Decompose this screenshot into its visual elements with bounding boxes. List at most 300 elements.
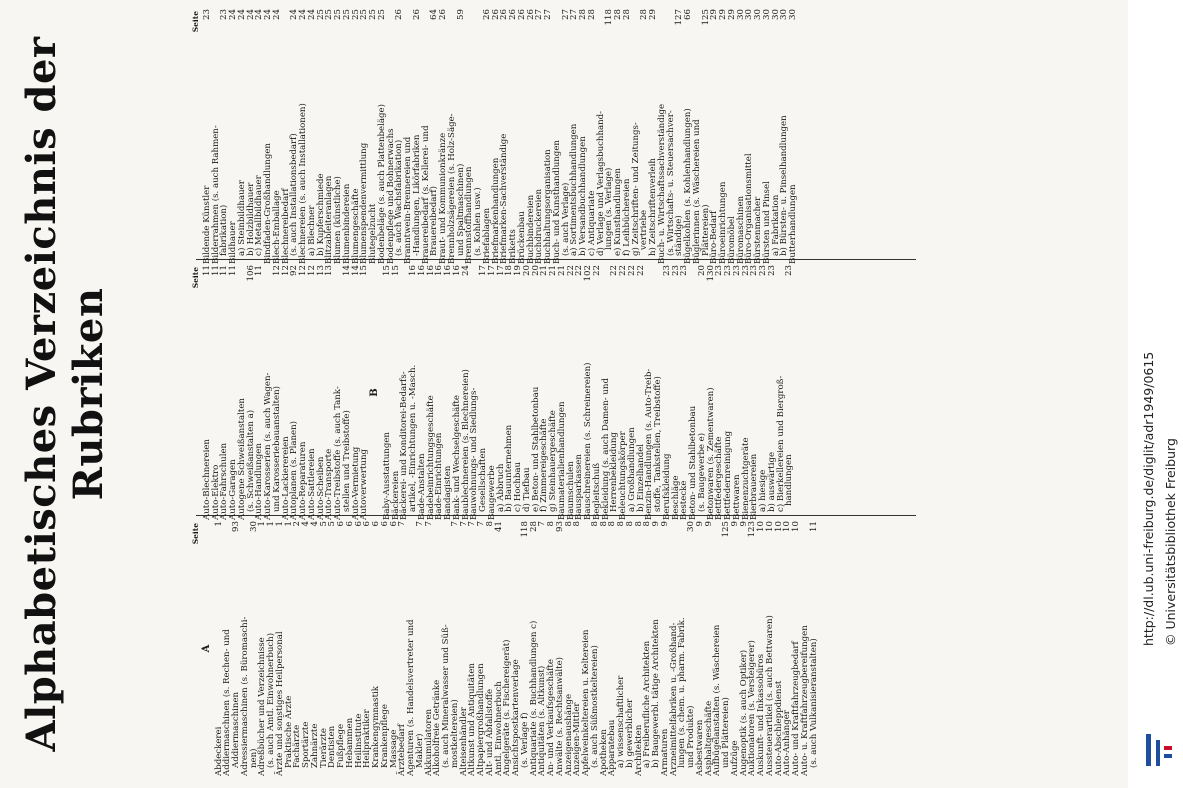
entry-label: artikel, -Einrichtungen u. -Masch. [408,364,418,512]
entry-page-number: 26 [490,9,501,20]
entry-label: An- und Verkaufsgeschäfte [546,659,556,776]
entry-label: Plättereien) [700,204,711,256]
entry-label: lungen (s. Verlage) [604,167,615,250]
entry-label: b) Bürsten- u. Pinselhandlungen [779,115,790,256]
entry-label: Angelgeräte (s. Fischereigerät) [502,639,513,776]
entry-label: Beton- und Stahlbetonbau [688,405,698,520]
entry-label: c) Antiquariate [586,190,597,256]
entry-page-number: 28 [639,9,650,20]
entry-page-number: 23 [740,265,751,276]
entry-page-number: 23 [749,265,760,276]
entry-label: Bäckerei- und Konditorei-Bedarfs- [399,371,410,520]
index-entry [722,521,731,776]
entry-page-number: 28 [528,521,539,532]
entry-label: (s. auch Süßmostkeltereien) [589,645,600,768]
entry-label: b) gewerblicher [624,698,635,768]
entry-page-number: 1 [274,521,285,527]
entry-page-number: 21 [548,265,558,276]
entry-page-number: 23 [201,9,212,20]
entry-page-number: 30 [744,9,755,20]
entry-label: Addiermaschinen (s. Rechen- und [222,629,233,776]
section-letter: B [369,388,380,397]
entry-label: Briefmarkenhandlungen [490,157,501,264]
entry-page-number: 66 [683,9,693,20]
entry-label: b) Baugewerbl. tätige Architekten [651,619,661,768]
entry-page-number: 6 [362,521,373,527]
entry-page-number: 22 [618,265,628,276]
entry-label: Bekleidung (s. auch Damen- und [600,378,611,520]
entry-label: Büro-Bedarf [709,210,720,264]
entry-label: Blumen (künstliche) [333,176,343,264]
entry-page-number: 27 [534,9,545,20]
entry-label: Auto-Abschleppdienst [773,680,784,776]
entry-label: Gesellschaften [478,447,488,512]
entry-label: Anwälte (s. Rechtsanwälte) [554,656,565,776]
entry-page-number: 15 [359,265,370,276]
section-letter: A [200,644,212,653]
entry-page-number: 8 [624,521,635,527]
entry-page-number: 12 [306,265,317,276]
entry-label: b) auswärtige [766,451,777,512]
entry-label: a) hiesige [758,469,768,512]
entry-label: b) Bauunternehmen [504,424,515,512]
entry-page-number: 92 [289,265,300,276]
entry-label: Apfelweinkeltereien u. Keltereien [581,629,591,776]
entry-label: Asbestwaren [694,719,705,776]
entry-page-number: 125 [721,521,731,538]
ub-freiburg-logo-icon [1144,730,1174,770]
entry-page-number: 12 [280,265,291,276]
entry-page-number: 27 [560,9,571,20]
entry-label: (s. Schweißanstalten a) [245,409,256,512]
entry-label: Auto-Handlungen [254,443,265,520]
entry-page-number: 9 [729,521,740,527]
entry-page-number: 2 [292,521,303,527]
seite-header: Seite [191,11,200,33]
entry-page-number: 20 [530,265,541,276]
entry-page-number: 1 [213,521,224,527]
entry-page-number: 22 [626,265,637,276]
entry-page-number: 17 [486,265,497,276]
entry-page-number: 24 [298,9,308,20]
entry-label: Antiquitäten (s. Altkunst) [537,665,548,776]
entry-label: Bestecke [679,480,690,520]
entry-label: (s. Baugewerbe e) [696,432,707,512]
entry-label: stoffe, Tankstellen, Treibstoffe) [653,376,663,512]
index-entry [789,9,798,264]
entry-label: Bettfedernreinigung [723,430,733,520]
entry-page-number: 24 [289,9,300,20]
entry-page-number: 23 [670,265,681,276]
entry-page-number: 118 [604,9,615,26]
entry-label: a) wissenschaftlicher [616,675,626,768]
entry-label: Amtl. Einwohnerbuch [493,681,504,776]
entry-label: Alt- und Abfallstoffe [484,688,495,776]
entry-page-number: 20 [696,265,707,276]
index-entry [241,521,250,776]
entry-page-number: 22 [609,265,620,276]
seite-header: Seite [191,267,200,289]
entry-label: Auto-Elektro [210,464,221,520]
index-column-3 [192,9,798,264]
entry-page-number: 6 [344,521,355,527]
entry-label: Abdeckerei [213,726,224,776]
entry-label: Bodenbeläge (s. auch Plattenbeläge) [376,104,387,264]
entry-page-number: 7 [537,521,548,527]
entry-page-number: 23 [661,265,672,276]
entry-label: Briefmarken-Sachverständige [499,133,510,264]
index-entry [500,9,509,264]
entry-label: Briketts [508,229,518,264]
entry-label: Altkunst und Antiquitäten [467,663,478,776]
entry-label: Auto-Reparaturen [298,441,308,520]
entry-page-number: 26 [499,9,510,20]
entry-label: Auto-Anhänger [782,710,793,776]
entry-label: Herrenbekleidung [609,432,620,512]
entry-label: Krankengymnastik [371,686,381,768]
entry-page-number: 11 [201,265,212,276]
entry-label: Auto-Transporte [324,448,335,520]
entry-page-number: 7 [449,521,460,527]
entry-label: Auskunft- und Inkassobüros [756,654,766,776]
entry-page-number: 6 [353,521,364,527]
entry-label: Bodenpflege und Bohnerwachs [385,128,396,264]
entry-label: Zahnärzte [309,723,320,768]
index-entry [810,521,819,776]
entry-label: Fußpflege [336,723,346,768]
entry-page-number: 29 [709,9,720,20]
source-url[interactable]: http://dl.ub.uni-freiburg.de/diglit/adr1949/0615 [1141,351,1156,646]
entry-label: Bauschreinereien (s. Schreinereien) [583,362,593,520]
entry-label: Auto-Lackierereien [280,436,291,520]
entry-label: Bausparkassen [574,454,585,520]
entry-label: (s. auch Wachsfabrikation) [394,139,405,256]
entry-label: (s. Kohlen usw.) [473,187,483,256]
entry-label: Bindfaden-Großhandlungen [263,143,273,264]
entry-label: a) Blechner [306,205,317,256]
entry-label: Briefablagen [481,207,492,264]
entry-page-number: 11 [210,265,221,276]
entry-page-number: 8 [589,521,600,527]
entry-label: a) Steinbildhauer [236,180,247,256]
entry-page-number: 15 [390,265,401,276]
entry-page-number: 12 [271,265,282,276]
entry-page-number: 1 [257,521,268,527]
entry-label: Antiquariate (s. Buchhandlungen c) [528,620,539,776]
index-entry [360,265,369,520]
entry-label: Autogene Schweißanstalten [236,398,247,520]
entry-label: Bauwohnungs- und Siedlungs- [469,387,480,520]
entry-page-number: 7 [467,521,478,527]
entry-page-number: 25 [376,9,387,20]
entry-label: Büroeinrichtungen [718,181,728,264]
entry-label: Blitzableiteranlagen [324,175,335,264]
entry-label: Bilderrahmen (s. auch Rahmen- [210,125,221,264]
entry-page-number: 28 [578,9,588,20]
entry-label: Berufskleidung [661,453,672,520]
entry-label: mostkeltereien) [449,699,460,768]
entry-label: Baby-Ausstattungen [381,432,392,520]
entry-page-number: 22 [565,265,576,276]
entry-page-number: 25 [315,9,326,20]
entry-page-number: 1 [266,521,276,527]
page-title: Alphabetisches Verzeichnis der Rubriken [18,36,112,752]
entry-page-number: 24 [236,9,247,20]
entry-page-number: 8 [642,521,653,527]
entry-label: Bildhauer [228,221,238,264]
entry-page-number: 30 [761,9,772,20]
seite-header: Seite [191,523,200,545]
entry-label: Dentisten [327,725,338,768]
entry-page-number: 41 [493,521,504,532]
entry-label: Arzneimittelfabriken u. -Großhand- [668,622,679,776]
entry-page-number: 28 [621,9,632,20]
entry-label: (s. Verlage f) [519,712,530,768]
entry-page-number: 118 [519,521,530,538]
entry-label: Baugewerbe [486,465,497,520]
entry-label: Augenoptik (s. auch Optiker) [738,649,749,776]
entry-label: (s. auch Verlage) [560,182,571,256]
entry-page-number: 23 [766,265,777,276]
entry-page-number: 23 [758,265,768,276]
entry-page-number: 22 [574,265,585,276]
entry-label: Hebammen [344,717,355,768]
entry-page-number: 7 [414,521,425,527]
entry-label: (s. auch Mineralwasser und Süß- [441,624,451,768]
entry-page-number: 24 [245,9,256,20]
entry-page-number: 16 [425,265,436,276]
entry-label: Aussteuerartikel (s. auch Bettwaren) [764,615,775,776]
entry-page-number: 9 [659,521,670,527]
entry-label: Armaturen [659,728,670,776]
entry-page-number: 13 [315,265,326,276]
entry-page-number: 26 [508,9,518,20]
entry-label: d) Verlage und Verlagsbuchhand- [595,110,606,256]
entry-label: Akkumulatoren [423,708,434,776]
entry-label: Krankenpflege [379,704,390,768]
entry-page-number: 30 [735,9,746,20]
entry-label: Adressiermaschinen (s. Büromaschi- [239,616,250,776]
entry-label: b) Kupferschmiede [315,173,326,256]
entry-label: Bandagisten [443,465,453,520]
entry-page-number: 25 [368,9,378,20]
entry-page-number: 11 [228,265,238,276]
entry-page-number [433,521,442,547]
entry-page-number: 24 [228,9,238,20]
entry-page-number [465,9,474,35]
entry-page-number: 27 [569,9,580,20]
entry-page-number: 25 [333,9,343,20]
entry-label: Aufzüge [729,740,740,776]
entry-label: Auto-Fahrschulen [219,442,230,520]
entry-label: a) Freiberufliche Architekten [642,640,653,768]
entry-page-number: 9 [738,521,749,527]
entry-label: Beschläge [670,475,681,520]
entry-page-number: 17 [478,265,488,276]
entry-page-number: 14 [341,265,352,276]
entry-page-number: 127 [674,9,685,26]
entry-label: Büromöbel [726,216,737,264]
entry-page-number: 26 [481,9,492,20]
entry-page-number: 24 [460,265,471,276]
entry-page-number: 24 [306,9,317,20]
entry-label: und Karosseriebauanstalten) [271,386,282,512]
entry-page-number: 8 [563,521,574,527]
entry-label: d) Tiefbau [521,467,532,512]
entry-page-number: 24 [254,9,265,20]
entry-label: Blech-Emballage [271,190,282,264]
entry-label: vertriebe [639,209,650,250]
entry-label: Baumschulen [565,461,576,520]
entry-page-number: 7 [458,521,469,527]
entry-label: Brennholzsägereien (s. Holz-Säge- [446,113,457,264]
entry-label: Autoplanen (s. Planen) [289,420,300,520]
entry-page-number [670,521,679,547]
entry-label: Asphaltgeschäfte [703,700,714,776]
entry-label: Brennstoffhandlungen [464,166,475,264]
entry-page-number: 8 [633,521,644,527]
entry-label: Aufbügelanstalten (s. Wäschereien [712,624,723,776]
entry-label: (s. auch Amtl. Einwohnerbuch) [266,632,276,768]
entry-page-number: 10 [782,521,793,532]
entry-page-number: 26 [438,9,448,20]
entry-page-number: 7 [397,521,408,527]
entry-page-number [503,521,512,547]
entry-label: Baumaterialienhandlungen [556,401,567,520]
entry-page-number: 6 [388,521,399,527]
entry-page-number: 16 [443,265,453,276]
entry-label: Auto-Sattlereien [306,448,317,520]
entry-label: Heilinstitute [353,713,364,768]
entry-label: und Spaltmaschinen) [455,163,466,256]
entry-page-number: 9 [694,521,705,527]
entry-label: f) Leihbüchereien [621,178,632,256]
entry-page-number: 22 [591,265,602,276]
entry-label: Beleuchtungskörper [618,431,628,520]
entry-label: nen) [248,748,259,768]
entry-page-number: 25 [350,9,361,20]
entry-page-number: 30 [686,521,696,532]
entry-label: Addiermaschinen [231,691,241,768]
entry-page-number: 6 [336,521,346,527]
entry-page-number: 24 [263,9,273,20]
entry-label: e) Kunsthandlungen [613,168,623,256]
entry-page-number: 16 [408,265,418,276]
entry-label: Branntwein-Brennereien und [403,136,413,264]
entry-page-number: 10 [791,521,801,532]
entry-label: Buch- und Kunsthandlungen [551,140,562,264]
entry-page-number: 15 [381,265,392,276]
entry-label: Brückenbau [516,211,527,264]
entry-page-number: 10 [764,521,775,532]
entry-page-number: 29 [726,9,737,20]
entry-label: Bürstenmacher [753,196,763,264]
entry-label: Buchdruckereien [534,188,545,264]
entry-label: Bügelkohlen (s. Kohlenhandlungen) [683,108,693,264]
entry-page-number: 24 [271,9,282,20]
entry-label: ständige) [674,215,685,256]
entry-label: g) Zeitschriften- und Zeitungs- [630,122,641,256]
entry-label: Makler) [414,733,425,768]
entry-label: Ärztebedarf [397,724,408,776]
entry-page-number: 4 [309,521,320,527]
entry-label: Blechnereibedarf [280,188,291,264]
library-credit: © Universitätsbibliothek Freiburg [1163,438,1178,646]
entry-page-number: 6 [371,521,381,527]
entry-page-number: 11 [219,265,230,276]
entry-label: Büro-Organisationsmittel [744,153,755,264]
entry-page-number: 8 [484,521,495,527]
entry-page-number: 125 [700,9,711,26]
entry-label: Auto-Blechnereien [201,439,212,520]
entry-page-number: 23 [219,9,230,20]
entry-label: b) Einzelhandel [635,443,646,512]
entry-page-number: 30 [248,521,259,532]
entry-label: Auktionatoren (s. Versteigerer) [747,640,758,776]
entry-page-number: 8 [546,521,556,527]
entry-label: Bade-Anstalten [416,453,427,520]
entry-label: Sportärzte [301,721,311,768]
entry-page-number: 19 [513,265,523,276]
index-column-2 [192,265,794,520]
entry-label: fabrikation) [219,204,230,256]
entry-label: Butterhandlungen [788,184,798,264]
entry-label: Bank- und Wechselgeschäfte [451,395,462,520]
entry-label: a) Abbruch [495,463,506,512]
entry-label: Bierbrauereien [749,453,760,520]
entry-label: e) Beton- und Stahlbetonbau [530,386,541,512]
entry-page-number: 21 [539,265,550,276]
entry-page-number: 26 [411,9,422,20]
entry-page-number: 16 [451,265,462,276]
entry-label: Bade-Einrichtungen [434,432,445,520]
entry-label: Anzeigenaushänge [563,693,574,776]
entry-label: Autoverwertung [359,449,370,520]
entry-page-number [645,265,654,291]
entry-label: Blechnereien (s. auch Installationen) [298,103,308,264]
entry-page-number: 106 [245,265,256,282]
entry-label: -Handlungen, Likörfabriken [411,134,422,256]
entry-label: Begleitschuß [591,463,602,520]
entry-label: c) Metallbildhauer [254,175,265,256]
entry-label: Blumenbindereien [341,183,352,264]
entry-page-number: 26 [525,9,536,20]
entry-page-number: 28 [586,9,597,20]
entry-page-number: 30 [788,9,798,20]
entry-page-number: 93 [554,521,565,532]
entry-label: Buch- u. Wirtschaftssachverständige [656,103,667,264]
entry-page-number: 11 [254,265,265,276]
entry-page-number: 64 [429,9,440,20]
entry-page-number: 9 [651,521,661,527]
entry-label: Auto-Scheiben [315,456,326,520]
entry-page-number: 20 [521,265,532,276]
entry-page-number: 10 [756,521,766,532]
entry-label: Ärzte und sonstiges Heilpersonal [274,631,285,776]
entry-label: Blumenspendenvermittlung [359,142,370,264]
entry-label: Agenturen (s. Handelsvertreter und [406,619,416,776]
entry-label: Brauereibedarf) [429,186,440,256]
entry-label: Alkoholfreie Getränke [432,679,443,776]
entry-page-number: 26 [394,9,405,20]
entry-label: Bienenzuchtgeräte [740,437,751,520]
entry-page-number: 123 [747,521,758,538]
entry-page-number: 10 [773,521,784,532]
entry-page-number: 17 [495,265,506,276]
entry-page-number: 5 [318,521,329,527]
entry-label: Bürsten und Pinsel [761,181,772,264]
entry-page-number: 22 [635,265,646,276]
